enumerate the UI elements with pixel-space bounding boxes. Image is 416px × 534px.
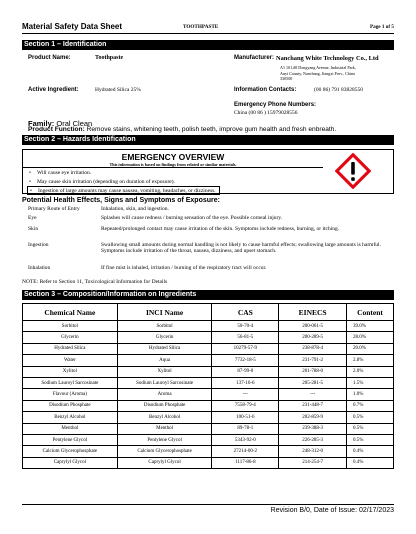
table-row xyxy=(23,457,394,468)
table-cell: --- xyxy=(212,389,279,400)
col-inci-name: INCI Name xyxy=(117,304,212,321)
table-cell: 0.5% xyxy=(347,423,394,434)
table-cell: 20.0% xyxy=(347,343,394,354)
composition-table xyxy=(22,303,394,469)
table-cell: 87-99-0 xyxy=(212,366,279,377)
table-cell: Disodium Phosphate xyxy=(117,400,212,411)
table-cell: 238-878-4 xyxy=(279,343,347,354)
active-ingredient-label: Active Ingredient: xyxy=(28,87,79,93)
list-item: • May cause skin irritation (depending on duration of exposure). xyxy=(29,178,220,187)
table-row xyxy=(23,434,394,445)
exclamation-diamond-icon xyxy=(335,153,371,189)
table-cell: 89-78-1 xyxy=(212,423,279,434)
table-cell: Hydrated Silica xyxy=(117,343,212,354)
table-cell: 10279-57-9 xyxy=(212,343,279,354)
table-cell: 200-061-5 xyxy=(279,321,347,332)
revision-info: Revision B/0, Date of Issue: 02/17/2023 xyxy=(270,507,394,514)
table-cell: 231-448-7 xyxy=(279,400,347,411)
table-cell: 201-788-0 xyxy=(279,366,347,377)
table-cell: Calcium Glycerophosphate xyxy=(23,446,118,457)
table-cell: 0.7% xyxy=(347,400,394,411)
emergency-overview-subtitle: This information is based on findings from related or similar materials. xyxy=(109,162,237,167)
table-cell: 50-70-4 xyxy=(212,321,279,332)
table-cell: 7558-79-4 xyxy=(212,400,279,411)
family-row: Family: Oral Clean xyxy=(28,119,93,128)
table-cell: Disodium Phosphate xyxy=(23,400,118,411)
table-cell: Pentylene Glycol xyxy=(117,434,212,445)
table-cell: Caprylyl Glycol xyxy=(23,457,118,468)
table-row xyxy=(23,355,394,366)
list-item: • Ingestion of large amounts may cause nausea, vomiting, headaches, or dizziness. xyxy=(27,186,220,195)
table-cell: 202-859-9 xyxy=(279,412,347,423)
manufacturer-address: A1 101,#8 Dongyang Avenue, Industrial Park, Anyi County, Nanchang, Jiangxi Prov., China 330500 xyxy=(280,65,356,81)
table-cell: Glycerin xyxy=(117,332,212,343)
table-cell: 137-16-6 xyxy=(212,377,279,388)
info-contacts-label: Information Contacts: xyxy=(234,87,297,93)
table-cell: 56-81-5 xyxy=(212,332,279,343)
table-cell: 5343-92-0 xyxy=(212,434,279,445)
document-title: Material Safety Data Sheet xyxy=(22,22,123,31)
table-cell: Aqua xyxy=(117,355,212,366)
table-cell: Sorbitol xyxy=(117,321,212,332)
table-cell: 2.8% xyxy=(347,355,394,366)
overview-list xyxy=(29,169,220,195)
table-cell: Menthol xyxy=(117,423,212,434)
table-row xyxy=(23,377,394,388)
page-number: Page 1 of 5 xyxy=(369,24,394,30)
table-cell: 7732-18-5 xyxy=(212,355,279,366)
section3-bar: Section 3 – Composition/Information on Ingredients xyxy=(22,290,394,300)
table-cell: 39.0% xyxy=(347,321,394,332)
table-cell: Aroma xyxy=(117,389,212,400)
table-cell: 27214-00-2 xyxy=(212,446,279,457)
product-name-label: Product Name: xyxy=(28,55,71,61)
header-divider xyxy=(22,33,394,34)
effect-value-skin: Repeated/prolonged contact may cause irritation of the skin. Symptoms include redness, burning, or itching. xyxy=(101,226,340,232)
table-cell: Water xyxy=(23,355,118,366)
table-cell: 1117-86-8 xyxy=(212,457,279,468)
emergency-label: Emergency Phone Numbers: xyxy=(234,102,317,108)
table-cell: Calcium Glycerophosphate xyxy=(117,446,212,457)
col-content: Content xyxy=(347,304,394,321)
active-ingredient-value: Hydrated Silica 25% xyxy=(95,87,141,93)
product-name-value: Toothpaste xyxy=(95,55,124,61)
effect-value-eye: Splashes will cause redness / burning sensation of the eye. Possible corneal injury. xyxy=(101,215,283,221)
table-cell: Menthol xyxy=(23,423,118,434)
table-cell: Flavour (Aroma) xyxy=(23,389,118,400)
table-cell: 0.5% xyxy=(347,412,394,423)
col-chemical-name: Chemical Name xyxy=(23,304,118,321)
info-contacts-value: (00 86) 791 83828550 xyxy=(314,87,364,93)
table-row xyxy=(23,400,394,411)
col-cas: CAS xyxy=(212,304,279,321)
effect-label-eye: Eye xyxy=(28,215,37,221)
health-effects-title: Potential Health Effects, Signs and Symptoms of Exposure: xyxy=(22,197,220,204)
table-row xyxy=(23,423,394,434)
manufacturer-label: Manufacturer: xyxy=(234,55,275,61)
effect-label-inhalation: Inhalation xyxy=(28,265,51,271)
table-cell: 28.0% xyxy=(347,332,394,343)
table-cell: 0.5% xyxy=(347,434,394,445)
col-einecs: EINECS xyxy=(279,304,347,321)
table-cell: Benzyl Alcohol xyxy=(117,412,212,423)
effect-label-ingestion: Ingestion xyxy=(28,242,49,248)
effect-value-inhalation: If fine mist is inhaled, irritation / burning of the respiratory tract will occur. xyxy=(101,265,267,271)
overview-divider xyxy=(23,167,323,168)
table-cell: 200-289-5 xyxy=(279,332,347,343)
table-cell: Xylitol xyxy=(117,366,212,377)
table-row xyxy=(23,321,394,332)
table-cell: 214-254-7 xyxy=(279,457,347,468)
table-cell: Hydrated Silica xyxy=(23,343,118,354)
table-cell: Benzyl Alcohol xyxy=(23,412,118,423)
effect-value-route: Inhalation, skin, and ingestion. xyxy=(101,206,169,212)
section2-note: NOTE: Refer to Section 11, Toxicological Information for Details xyxy=(22,279,168,285)
table-cell: Sodium Lauroyl Sarcosinate xyxy=(117,377,212,388)
section2-bar: Section 2 – Hazards Identification xyxy=(22,135,394,145)
table-cell: 100-51-6 xyxy=(212,412,279,423)
table-cell: Sodium Lauroyl Sarcosinate xyxy=(23,377,118,388)
table-cell: 1.0% xyxy=(347,389,394,400)
effect-label-skin: Skin xyxy=(28,226,39,232)
table-row xyxy=(23,366,394,377)
emergency-overview-title: EMERGENCY OVERVIEW xyxy=(121,152,225,162)
table-cell: Pentylene Glycol xyxy=(23,434,118,445)
emergency-overview-box xyxy=(22,149,394,194)
table-row xyxy=(23,389,394,400)
footer-divider xyxy=(22,504,394,505)
table-row xyxy=(23,412,394,423)
table-cell: 248-312-0 xyxy=(279,446,347,457)
composition-table-body xyxy=(23,321,394,469)
table-cell: 2.0% xyxy=(347,366,394,377)
table-row xyxy=(23,343,394,354)
manufacturer-value: Nanchang White Technology Co., Ltd xyxy=(276,55,379,62)
emergency-value: China (00 86 ) 15979028556 xyxy=(234,110,298,116)
list-item: • Will cause eye irritation. xyxy=(29,169,220,178)
table-cell: 205-281-5 xyxy=(279,377,347,388)
function-row: Product Function: Remove stains, whitening teeth, polish teeth, improve gum health and fresh enbreath. xyxy=(28,126,337,133)
effect-label-route: Primary Route of Entry xyxy=(28,206,80,212)
header-product: TOOTHPASTE xyxy=(183,24,219,30)
table-cell: Caprylyl Glycol xyxy=(117,457,212,468)
table-row xyxy=(23,446,394,457)
table-header-row xyxy=(23,304,394,321)
table-cell: 226-285-3 xyxy=(279,434,347,445)
table-cell: 231-791-2 xyxy=(279,355,347,366)
table-row xyxy=(23,332,394,343)
table-cell: Xylitol xyxy=(23,366,118,377)
section1-bar: Section 1 – Identification xyxy=(22,40,394,50)
table-cell: Sorbitol xyxy=(23,321,118,332)
effect-value-ingestion: Swallowing small amounts during normal handling is not likely to cause harmful effects; swallowing large amounts is harmful. Symptoms include irritation of the throat, nausea, dizziness, and upset stomach. xyxy=(101,242,381,255)
table-cell: 0.4% xyxy=(347,446,394,457)
table-cell: 1.5% xyxy=(347,377,394,388)
table-cell: --- xyxy=(279,389,347,400)
table-cell: Glycerin xyxy=(23,332,118,343)
table-cell: 239-388-3 xyxy=(279,423,347,434)
table-cell: 0.4% xyxy=(347,457,394,468)
